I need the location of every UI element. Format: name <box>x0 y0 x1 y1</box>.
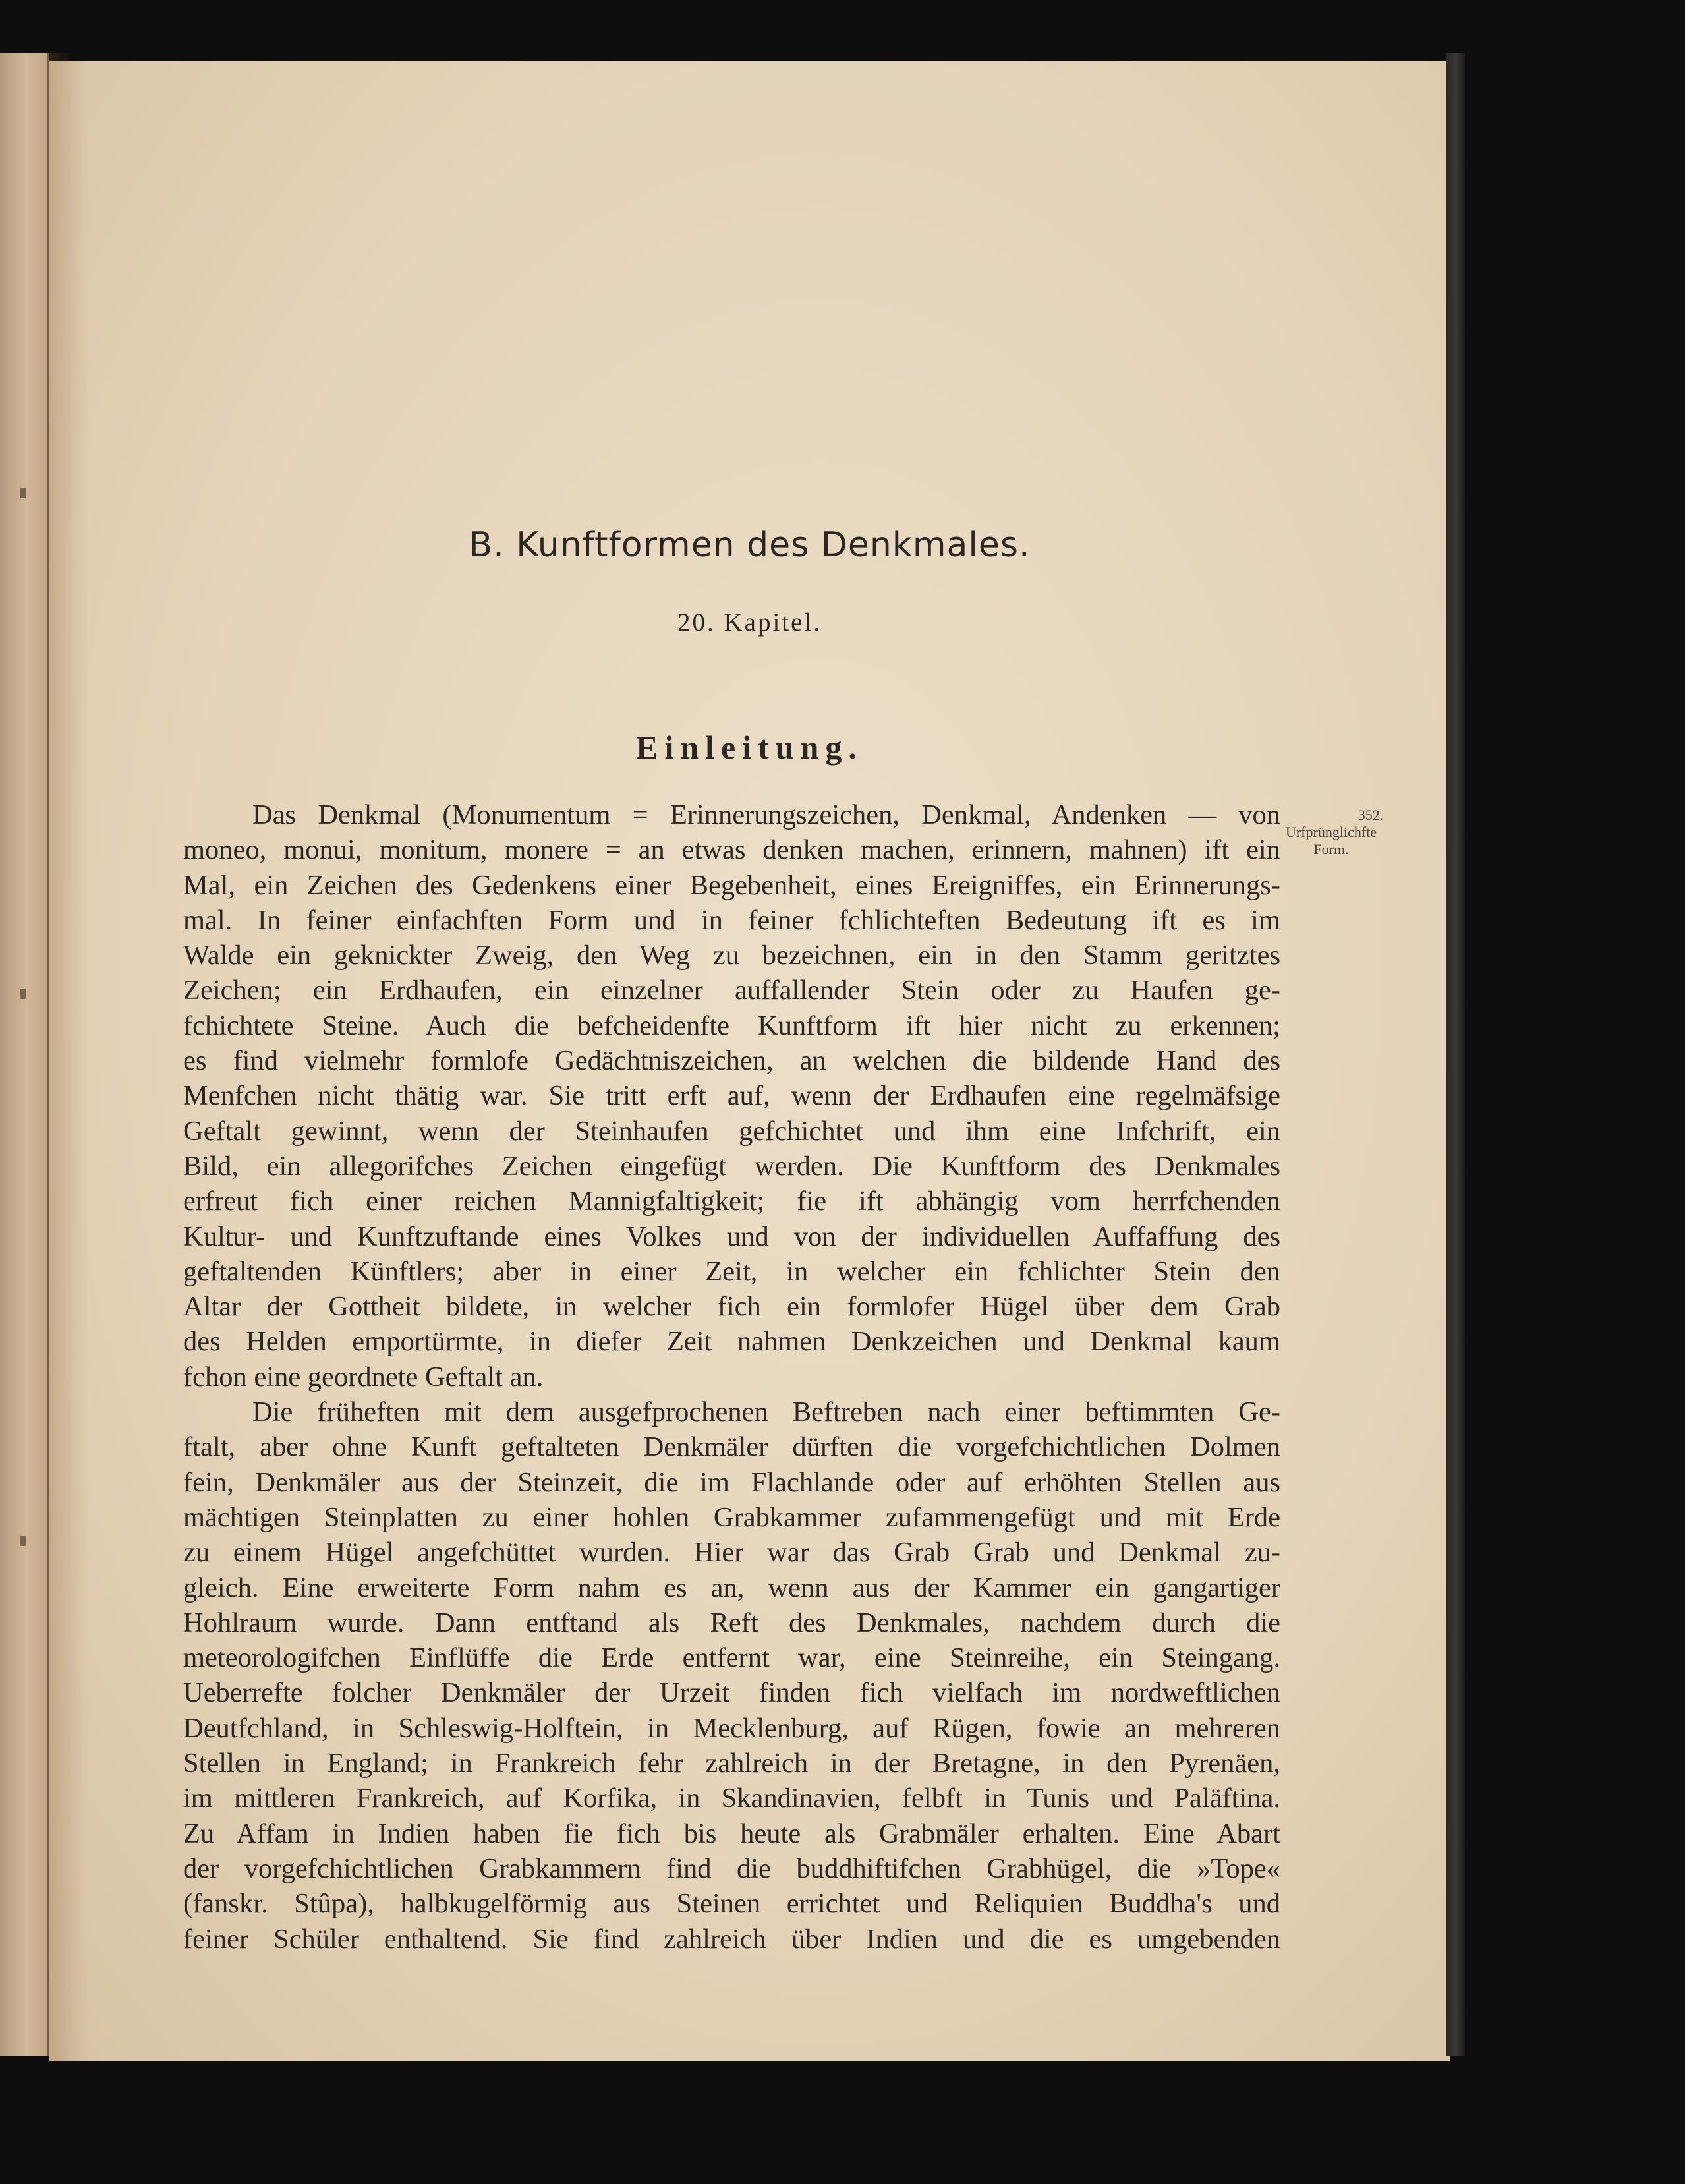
text-line: moneo, monui, monitum, monere = an etwas denken machen, erinnern, mahnen) ift ein <box>183 834 1280 866</box>
text-line: fchon eine geordnete Geftalt an. <box>183 1361 544 1393</box>
text-line: gleich. Eine erweiterte Form nahm es an, wenn aus der Kammer ein gangartiger <box>183 1572 1280 1603</box>
text-line: Geftalt gewinnt, wenn der Steinhaufen gefchichtet und ihm eine Infchrift, ein <box>183 1115 1280 1147</box>
binding-thread-mark <box>20 1536 26 1546</box>
margin-note-line: Urfprünglichfte <box>1285 824 1377 840</box>
text-line: fein, Denkmäler aus der Steinzeit, die im Flachlande oder auf erhöhten Stellen aus <box>183 1466 1280 1498</box>
text-line: des Helden emportürmte, in diefer Zeit nahmen Denkzeichen und Denkmal kaum <box>183 1326 1280 1358</box>
facing-page-edge <box>0 53 49 2056</box>
text-line: Altar der Gottheit bildete, in welcher fich ein formlofer Hügel über dem Grab <box>183 1291 1280 1323</box>
text-line: Mal, ein Zeichen des Gedenkens einer Begebenheit, eines Ereigniffes, ein Erinnerungs- <box>183 869 1280 901</box>
margin-note-number: 352. <box>1357 807 1384 823</box>
text-line: Die früheften mit dem ausgefprochenen Beftreben nach einer beftimmten Ge- <box>252 1396 1280 1428</box>
text-line: mal. In feiner einfachften Form und in feiner fchlichteften Bedeutung ift es im <box>183 904 1280 936</box>
margin-note-line: Form. <box>1313 841 1349 857</box>
chapter-heading: Einleitung. <box>636 729 863 766</box>
binding-thread-mark <box>20 989 26 999</box>
binding-thread-mark <box>20 488 26 498</box>
text-line: geftaltenden Künftlers; aber in einer Zeit, in welcher ein fchlichter Stein den <box>183 1255 1280 1287</box>
book-binding-edge <box>1446 53 1465 2056</box>
text-line: ftalt, aber ohne Kunft geftalteten Denkmäler dürften die vorgefchichtlichen Dolmen <box>183 1431 1280 1463</box>
text-line: zu einem Hügel angefchüttet wurden. Hier war das Grab Grab und Denkmal zu- <box>183 1537 1280 1568</box>
section-title: B. Kunftformen des Denkmales. <box>469 525 1031 565</box>
chapter-label: 20. Kapitel. <box>677 608 822 637</box>
text-line: Kultur- und Kunftzuftande eines Volkes und von der individuellen Auffaffung des <box>183 1221 1280 1252</box>
text-line: Deutfchland, in Schleswig-Holftein, in Mecklenburg, auf Rügen, fowie an mehreren <box>183 1712 1280 1744</box>
text-line: Das Denkmal (Monumentum = Erinnerungszeichen, Denkmal, Andenken — von <box>252 799 1280 830</box>
text-line: Ueberrefte folcher Denkmäler der Urzeit finden fich vielfach im nordweftlichen <box>183 1677 1280 1709</box>
body-text <box>183 797 1280 1957</box>
text-line: Stellen in England; in Frankreich fehr zahlreich in der Bretagne, in den Pyrenäen, <box>183 1748 1280 1779</box>
text-line: Zu Affam in Indien haben fie fich bis heute als Grabmäler erhalten. Eine Abart <box>183 1818 1280 1849</box>
text-line: im mittleren Frankreich, auf Korfika, in Skandinavien, felbft in Tunis und Paläftina. <box>183 1783 1280 1814</box>
text-line: Walde ein geknickter Zweig, den Weg zu bezeichnen, ein in den Stamm geritztes <box>183 940 1280 971</box>
text-line: (fanskr. Stûpa), halbkugelförmig aus Steinen errichtet und Reliquien Buddha's und <box>183 1888 1280 1920</box>
text-line: fchichtete Steine. Auch die befcheidenfte Kunftform ift hier nicht zu erkennen; <box>183 1010 1280 1041</box>
book-page <box>49 61 1450 2061</box>
text-line: Menfchen nicht thätig war. Sie tritt erft auf, wenn der Erdhaufen eine regelmäfsige <box>183 1080 1280 1112</box>
text-line: Zeichen; ein Erdhaufen, ein einzelner auffallender Stein oder zu Haufen ge- <box>183 975 1280 1006</box>
text-line: Hohlraum wurde. Dann entftand als Reft des Denkmales, nachdem durch die <box>183 1607 1280 1638</box>
paragraph-2 <box>183 1394 1280 1957</box>
text-line: mächtigen Steinplatten zu einer hohlen Grabkammer zufammengefügt und mit Erde <box>183 1501 1280 1533</box>
text-line: der vorgefchichtlichen Grabkammern find die buddhiftifchen Grabhügel, die »Tope« <box>183 1853 1280 1884</box>
text-line: erfreut fich einer reichen Mannigfaltigkeit; fie ift abhängig vom herrfchenden <box>183 1186 1280 1217</box>
text-line: es find vielmehr formlofe Gedächtniszeichen, an welchen die bildende Hand des <box>183 1045 1280 1077</box>
page-gutter-shading <box>49 61 89 2061</box>
paragraph-1 <box>183 797 1280 1394</box>
text-line: meteorologifchen Einflüffe die Erde entfernt war, eine Steinreihe, ein Steingang. <box>183 1642 1280 1674</box>
text-line: feiner Schüler enthaltend. Sie find zahlreich über Indien und die es umgebenden <box>183 1923 1280 1955</box>
text-line: Bild, ein allegorifches Zeichen eingefügt werden. Die Kunftform des Denkmales <box>183 1150 1280 1182</box>
